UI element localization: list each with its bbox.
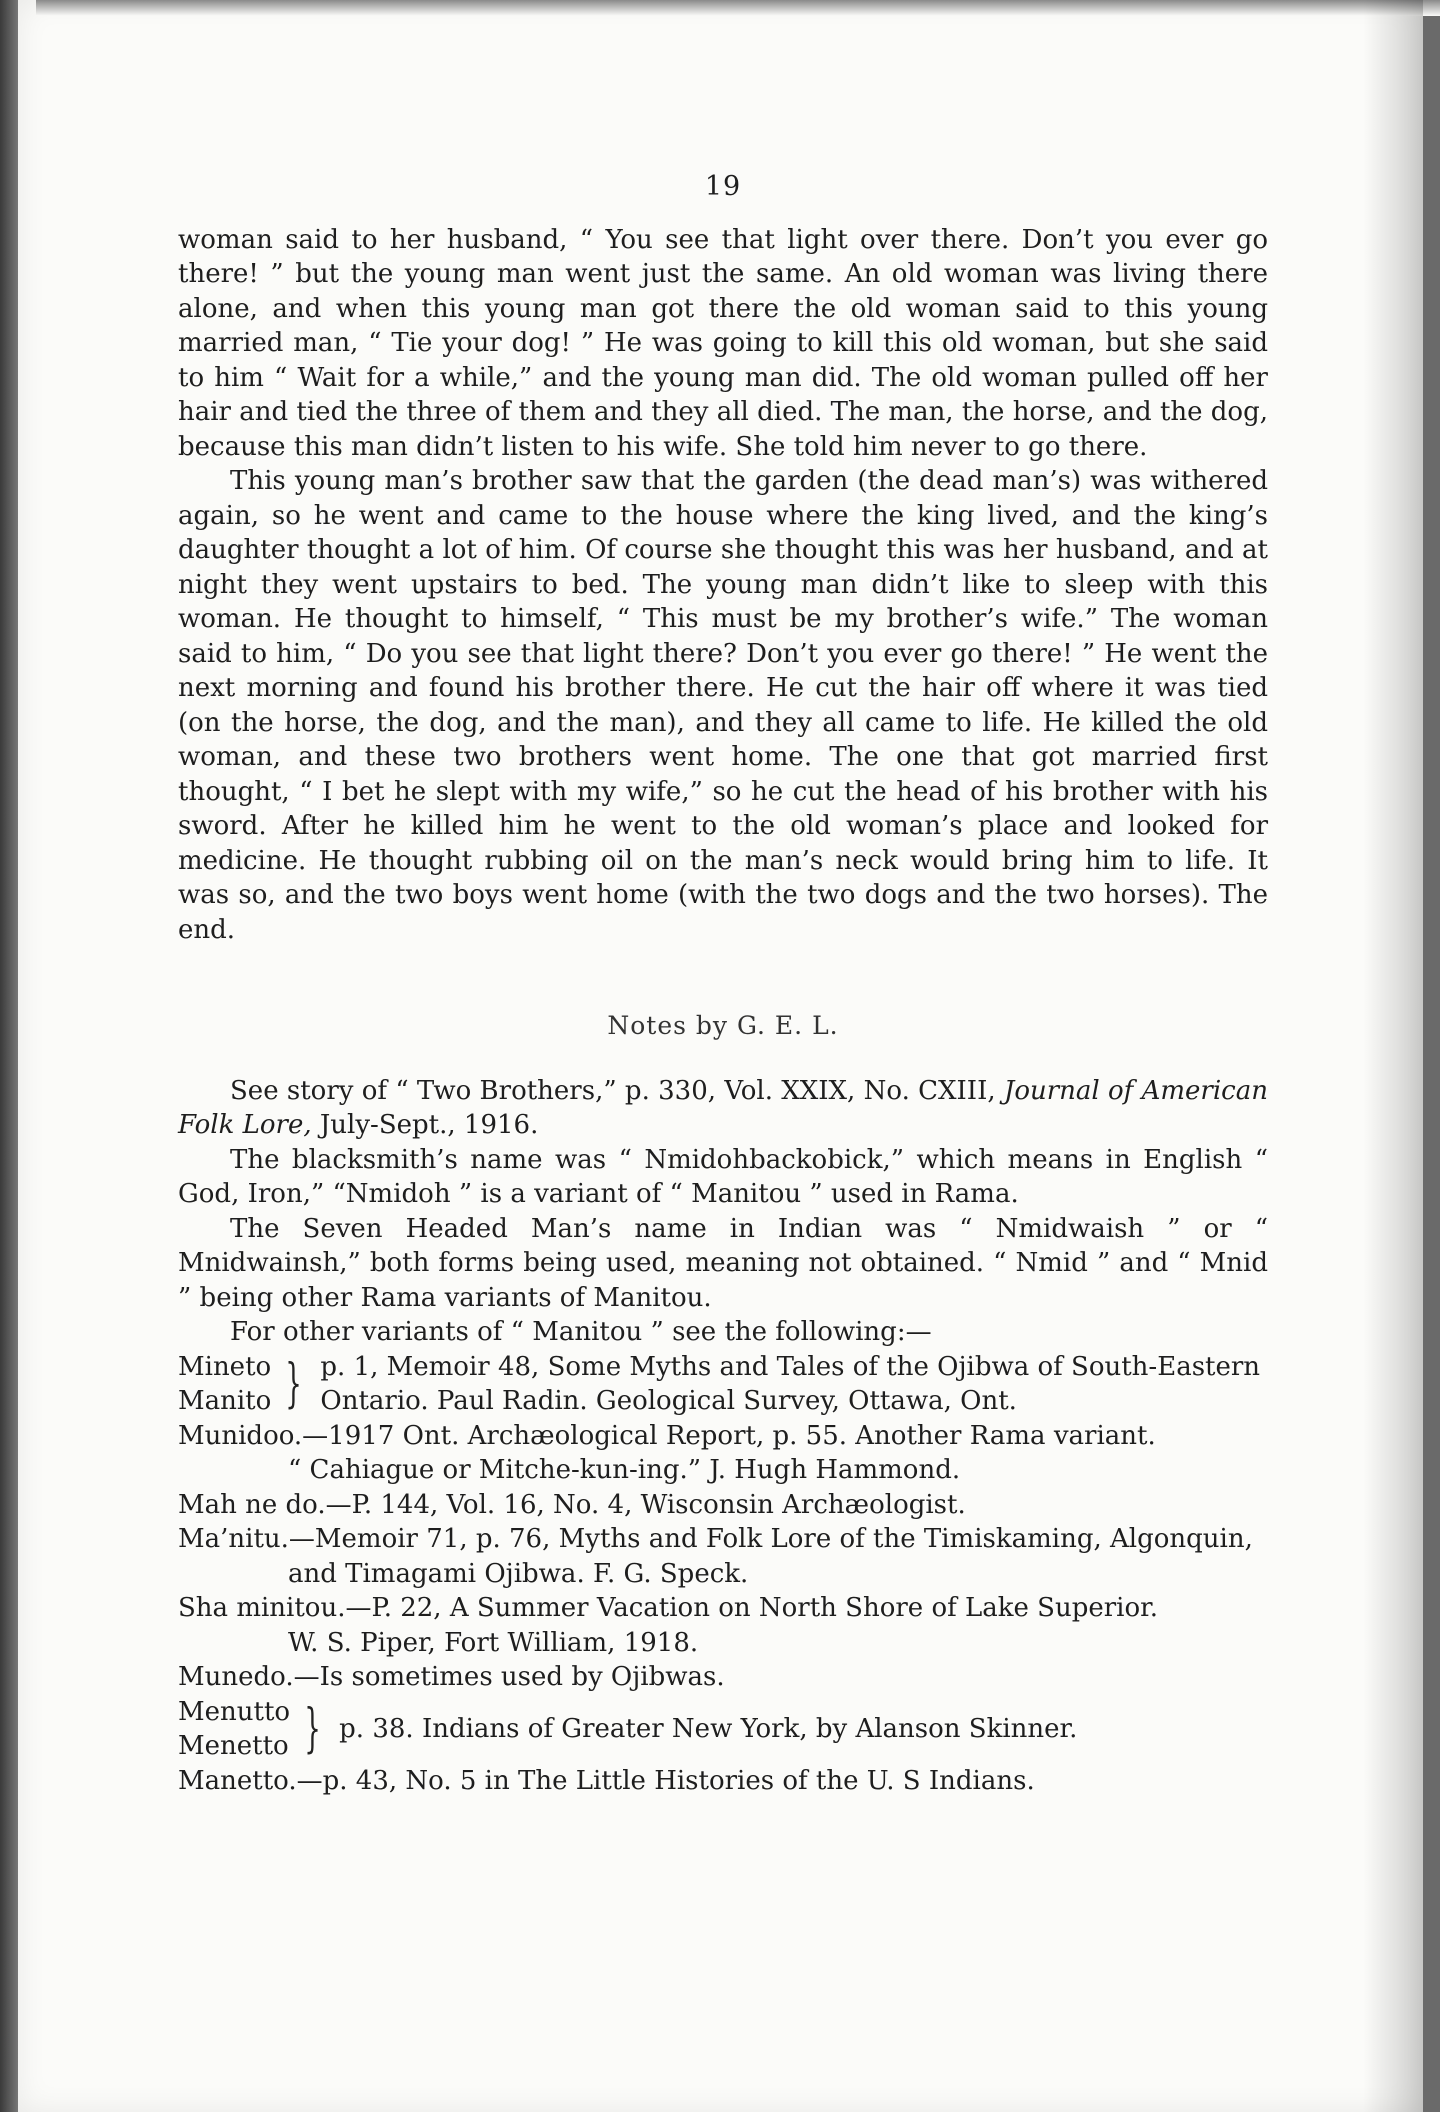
- variant-name: Manito: [178, 1386, 272, 1416]
- brace-icon: }: [304, 1699, 321, 1759]
- story-paragraph-2: This young man’s brother saw that the garden (the dead man’s) was withered again, so he went and came to the house where the king lived, and the king’s daughter thought a lot of him. Of course she thought this was her husband, and at night they went upstairs to bed. The young man didn’t like to sleep with this woman. He thought to himself, “ This must be my brother’s wife.” The woman said to him, “ Do you see that light there? Don’t you ever go there! ” He went the next morning and found his brother there. He cut the hair off where it was tied (on the horse, the dog, and the man), and they all came to life. He killed the old woman, and these two brothers went home. The one that got married first thought, “ I bet he slept with my wife,” so he cut the head of his brother with his sword. After he killed him he went to the old woman’s place and looked for medicine. He thought rubbing oil on the man’s neck would bring him to life. It was so, and the two boys went home (with the two dogs and the two horses). The end.: [178, 466, 1268, 945]
- variant-group-mineto: [178, 1350, 1268, 1419]
- left-page-edge: [0, 0, 18, 2112]
- note-see-story-text: See story of “ Two Brothers,” p. 330, Vol. XXIX, No. CXIII,: [230, 1075, 1004, 1106]
- variant-names: [178, 1695, 290, 1764]
- note-see-story-date: July-Sept., 1916.: [311, 1110, 539, 1140]
- variant-manetto: Manetto.—p. 43, No. 5 in The Little Histories of the U. S Indians.: [178, 1765, 1035, 1796]
- variant-munidoo-continuation: “ Cahiague or Mitche-kun-ing.” J. Hugh Hammond.: [288, 1455, 961, 1485]
- variant-manitu: Ma’nitu.—Memoir 71, p. 76, Myths and Folk Lore of the Timiskaming, Algonquin, and Timagami Ojibwa. F. G. Speck.: [178, 1524, 1253, 1589]
- variant-names: [178, 1350, 271, 1419]
- page-text: [178, 150, 1268, 1798]
- variant-munedo: Munedo.—Is sometimes used by Ojibwas.: [178, 1662, 725, 1692]
- variant-reference: p. 38. Indians of Greater New York, by Alanson Skinner.: [339, 1713, 1078, 1744]
- top-edge-shadow: [36, 0, 1440, 16]
- journal-title: Journal of American Folk Lore,: [178, 1075, 1268, 1140]
- variant-munidoo: Munidoo.—1917 Ont. Archæological Report, p. 55. Another Rama variant.: [178, 1420, 1156, 1451]
- spine-shadow: [1363, 0, 1423, 2112]
- story-paragraph-1: woman said to her husband, “ You see that light over there. Don’t you ever go there! ” but the young man went just the same. An old woman was living there alone, and when this young man got there the old woman said to this young married man, “ Tie your dog! ” He was going to kill this old woman, but she said to him “ Wait for a while,” and the young man did. The old woman pulled off her hair and tied the three of them and they all died. The man, the horse, and the dog, because this man didn’t listen to his wife. She told him never to go there.: [178, 224, 1268, 462]
- variant-mahnedo: Mah ne do.—P. 144, Vol. 16, No. 4, Wisconsin Archæologist.: [178, 1489, 966, 1520]
- note-other-variants: For other variants of “ Manitou ” see the following:—: [230, 1317, 932, 1347]
- variant-reference: p. 1, Memoir 48, Some Myths and Tales of the Ojibwa of South-Eastern Ontario. Paul Radin. Geological Survey, Ottawa, Ont.: [320, 1351, 1261, 1416]
- page-number: 19: [704, 171, 742, 202]
- variant-shaminitou: Sha minitou.—P. 22, A Summer Vacation on North Shore of Lake Superior.: [178, 1593, 1158, 1623]
- variant-name: Mineto: [178, 1351, 272, 1382]
- notes-heading: Notes by G. E. L.: [607, 1011, 839, 1040]
- variant-name: Menutto: [178, 1696, 291, 1727]
- variant-shaminitou-continuation: W. S. Piper, Fort William, 1918.: [288, 1627, 699, 1658]
- note-see-story: [178, 1074, 1268, 1143]
- variant-name: Menetto: [178, 1731, 289, 1761]
- variant-group-menutto: [178, 1695, 1268, 1764]
- note-seven-headed-man: The Seven Headed Man’s name in Indian was “ Nmidwaish ” or “ Mnidwainsh,” both forms being used, meaning not obtained. “ Nmid ” and “ Mnid ” being other Rama variants of Manitou.: [178, 1213, 1268, 1313]
- note-blacksmith: The blacksmith’s name was “ Nmidohbackobick,” which means in English “ God, Iron,” “Nmidoh ” is a variant of “ Manitou ” used in Rama.: [178, 1144, 1268, 1209]
- brace-icon: }: [285, 1354, 303, 1414]
